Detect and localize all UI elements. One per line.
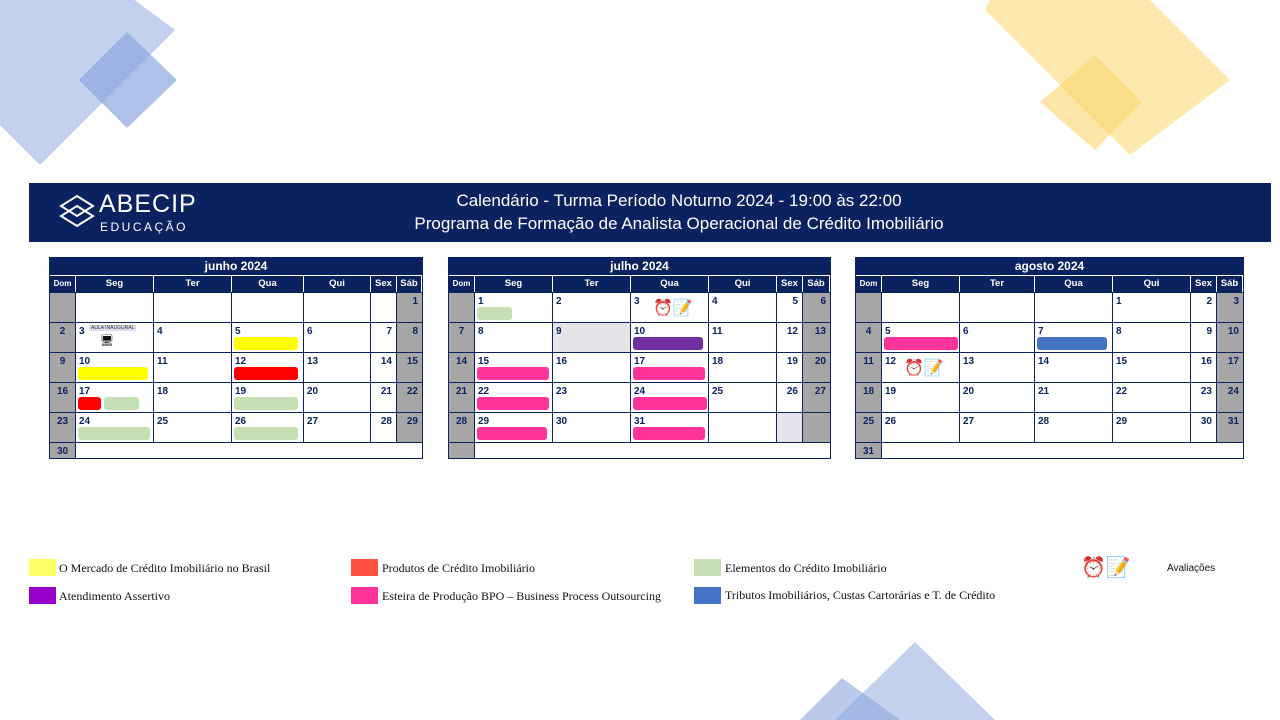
weekday-header bbox=[856, 275, 1243, 292]
day-cell bbox=[1035, 293, 1113, 322]
day-cell bbox=[1191, 413, 1217, 442]
week-row bbox=[50, 292, 422, 322]
day-cell bbox=[397, 293, 422, 322]
alarm-clock-icon: ⏰📝 bbox=[653, 298, 693, 317]
legend-label: Tributos Imobiliários, Custas Cartorárias e T. de Crédito bbox=[725, 588, 996, 602]
day-cell bbox=[856, 293, 882, 322]
event-bar bbox=[477, 367, 549, 380]
weekday-label: Dom bbox=[50, 276, 76, 292]
weekday-label: Sáb bbox=[1217, 276, 1243, 292]
day-cell bbox=[449, 383, 475, 412]
legend-swatch-red bbox=[351, 559, 378, 576]
day-number: 17 bbox=[634, 356, 646, 367]
day-number: 25 bbox=[712, 386, 724, 397]
day-number: 19 bbox=[786, 356, 798, 367]
day-number: 28 bbox=[455, 416, 468, 427]
day-number: 20 bbox=[963, 386, 975, 397]
day-cell bbox=[397, 323, 422, 352]
week-row bbox=[50, 412, 422, 442]
day-cell bbox=[631, 353, 709, 382]
day-number: 14 bbox=[1038, 356, 1050, 367]
day-cell bbox=[553, 383, 631, 412]
month-title: junho 2024 bbox=[50, 258, 422, 275]
day-cell bbox=[960, 353, 1035, 382]
alarm-clock-icon: ⏰📝 bbox=[1081, 555, 1131, 579]
day-cell bbox=[50, 353, 76, 382]
day-number: 3 bbox=[79, 326, 85, 337]
day-number: 24 bbox=[1227, 386, 1239, 397]
day-cell bbox=[882, 383, 960, 412]
day-number: 30 bbox=[1200, 416, 1212, 427]
day-number: 9 bbox=[556, 326, 562, 337]
day-cell bbox=[232, 293, 304, 322]
week-row bbox=[856, 322, 1243, 352]
day-number: 25 bbox=[862, 416, 875, 427]
event-bar bbox=[104, 397, 139, 410]
logo-subtext: EDUCAÇÃO bbox=[100, 220, 189, 234]
weekday-label: Qua bbox=[232, 276, 304, 292]
week-row bbox=[449, 292, 830, 322]
day-cell bbox=[1217, 383, 1243, 412]
day-cell bbox=[304, 293, 371, 322]
day-number: 3 bbox=[1233, 296, 1239, 307]
day-number: 28 bbox=[380, 416, 392, 427]
day-number: 26 bbox=[786, 386, 798, 397]
day-number: 10 bbox=[79, 356, 91, 367]
day-number: 19 bbox=[235, 386, 247, 397]
weekday-label: Seg bbox=[882, 276, 960, 292]
day-number: 31 bbox=[862, 446, 875, 457]
day-cell bbox=[803, 413, 830, 442]
week-row bbox=[449, 412, 830, 442]
day-cell bbox=[1217, 323, 1243, 352]
week-row bbox=[449, 322, 830, 352]
day-cell bbox=[449, 293, 475, 322]
day-cell bbox=[475, 383, 553, 412]
event-bar bbox=[633, 367, 705, 380]
day-cell bbox=[553, 353, 631, 382]
day-cell bbox=[50, 293, 76, 322]
legend-label: Produtos de Crédito Imobiliário bbox=[382, 561, 535, 575]
day-cell bbox=[1035, 413, 1113, 442]
day-number: 18 bbox=[862, 386, 875, 397]
alarm-clock-icon: ⏰📝 bbox=[904, 358, 944, 377]
day-number: 8 bbox=[412, 326, 418, 337]
day-cell bbox=[76, 323, 154, 352]
day-number: 20 bbox=[307, 386, 319, 397]
day-cell bbox=[960, 413, 1035, 442]
day-number: 18 bbox=[157, 386, 169, 397]
weekday-header bbox=[449, 275, 830, 292]
day-cell bbox=[154, 293, 232, 322]
day-cell bbox=[1217, 353, 1243, 382]
day-number: 5 bbox=[885, 326, 891, 337]
day-cell bbox=[1191, 353, 1217, 382]
event-bar bbox=[633, 337, 703, 350]
day-cell bbox=[777, 413, 803, 442]
day-number: 6 bbox=[820, 296, 826, 307]
day-number: 24 bbox=[634, 386, 646, 397]
day-number: 17 bbox=[79, 386, 91, 397]
weekday-header bbox=[50, 275, 422, 292]
day-number: 2 bbox=[556, 296, 562, 307]
day-number: 18 bbox=[712, 356, 724, 367]
calendar-july bbox=[448, 257, 831, 459]
day-number: 25 bbox=[157, 416, 169, 427]
week-row bbox=[449, 442, 830, 458]
day-number: 6 bbox=[307, 326, 313, 337]
day-cell bbox=[76, 383, 154, 412]
event-bar bbox=[1037, 337, 1107, 350]
weekday-label: Qui bbox=[304, 276, 371, 292]
day-cell bbox=[882, 353, 960, 382]
day-number: 12 bbox=[235, 356, 247, 367]
day-number: 11 bbox=[712, 326, 723, 337]
day-cell bbox=[76, 293, 154, 322]
day-number: 8 bbox=[1116, 326, 1122, 337]
day-number: 4 bbox=[157, 326, 163, 337]
day-cell bbox=[803, 323, 830, 352]
day-number: 22 bbox=[478, 386, 490, 397]
weekday-label: Sex bbox=[1191, 276, 1217, 292]
weekday-label: Sáb bbox=[397, 276, 422, 292]
day-cell bbox=[709, 383, 777, 412]
day-cell bbox=[631, 413, 709, 442]
day-number: 29 bbox=[478, 416, 490, 427]
week-row bbox=[856, 382, 1243, 412]
day-number: 1 bbox=[478, 296, 484, 307]
day-cell bbox=[1191, 383, 1217, 412]
day-cell bbox=[371, 323, 397, 352]
day-cell bbox=[304, 323, 371, 352]
day-number: 14 bbox=[455, 356, 468, 367]
day-number: 19 bbox=[885, 386, 897, 397]
day-number: 31 bbox=[634, 416, 646, 427]
day-cell bbox=[777, 353, 803, 382]
day-cell bbox=[709, 413, 777, 442]
week-row bbox=[856, 352, 1243, 382]
day-number: 26 bbox=[885, 416, 897, 427]
day-number: 10 bbox=[634, 326, 646, 337]
day-cell bbox=[397, 413, 422, 442]
day-number: 7 bbox=[1038, 326, 1044, 337]
day-cell bbox=[709, 323, 777, 352]
day-number: 9 bbox=[59, 356, 66, 367]
week-row bbox=[50, 322, 422, 352]
event-bar bbox=[234, 397, 298, 410]
day-cell bbox=[1113, 323, 1191, 352]
day-cell bbox=[449, 353, 475, 382]
day-cell bbox=[449, 323, 475, 352]
week-row bbox=[856, 442, 1243, 458]
day-cell bbox=[154, 413, 232, 442]
day-number: 11 bbox=[157, 356, 168, 367]
day-number: 23 bbox=[556, 386, 568, 397]
day-number: 1 bbox=[412, 296, 418, 307]
legend-swatch-yellow bbox=[29, 559, 56, 576]
weekday-label: Qui bbox=[709, 276, 777, 292]
day-cell bbox=[553, 323, 631, 352]
day-cell bbox=[856, 383, 882, 412]
day-number: 2 bbox=[59, 326, 66, 337]
day-number: 13 bbox=[814, 326, 826, 337]
day-cell bbox=[50, 443, 76, 458]
weekday-label: Dom bbox=[449, 276, 475, 292]
day-cell bbox=[856, 353, 882, 382]
legend-label: Atendimento Assertivo bbox=[59, 589, 170, 603]
day-number: 16 bbox=[556, 356, 568, 367]
day-cell bbox=[1035, 353, 1113, 382]
day-cell bbox=[856, 443, 882, 458]
day-cell bbox=[777, 323, 803, 352]
day-cell bbox=[475, 353, 553, 382]
legend-swatch-pink bbox=[351, 587, 378, 604]
day-cell bbox=[803, 353, 830, 382]
weekday-label: Sex bbox=[371, 276, 397, 292]
day-cell bbox=[232, 413, 304, 442]
day-cell bbox=[960, 383, 1035, 412]
week-row bbox=[449, 352, 830, 382]
day-number: 15 bbox=[406, 356, 418, 367]
day-cell bbox=[553, 293, 631, 322]
legend-label: O Mercado de Crédito Imobiliário no Brasil bbox=[59, 561, 271, 575]
event-bar bbox=[78, 367, 148, 380]
weekday-label: Qui bbox=[1113, 276, 1191, 292]
event-bar bbox=[477, 397, 549, 410]
day-cell bbox=[1113, 353, 1191, 382]
day-number: 26 bbox=[235, 416, 247, 427]
week-row bbox=[449, 382, 830, 412]
day-number: 7 bbox=[458, 326, 465, 337]
week-row bbox=[50, 352, 422, 382]
day-number: 15 bbox=[478, 356, 490, 367]
empty-cell bbox=[882, 443, 1243, 458]
day-number: 21 bbox=[1038, 386, 1050, 397]
day-cell bbox=[304, 383, 371, 412]
weekday-label: Seg bbox=[475, 276, 553, 292]
day-number: 31 bbox=[1227, 416, 1239, 427]
week-row bbox=[50, 382, 422, 412]
day-number: 20 bbox=[814, 356, 826, 367]
legend-label: Esteira de Produção BPO – Business Process Outsourcing bbox=[382, 589, 661, 603]
day-cell bbox=[856, 323, 882, 352]
day-number: 2 bbox=[1206, 296, 1212, 307]
week-row bbox=[856, 412, 1243, 442]
event-bar bbox=[78, 397, 101, 410]
day-number: 16 bbox=[56, 386, 69, 397]
day-cell bbox=[232, 323, 304, 352]
day-cell bbox=[304, 413, 371, 442]
header-banner bbox=[29, 183, 1271, 242]
day-number: 23 bbox=[1200, 386, 1212, 397]
legend-swatch-green bbox=[694, 559, 721, 576]
day-cell bbox=[777, 293, 803, 322]
day-cell bbox=[50, 323, 76, 352]
day-cell bbox=[960, 323, 1035, 352]
day-number: 17 bbox=[1227, 356, 1239, 367]
empty-cell bbox=[475, 443, 830, 458]
event-bar bbox=[234, 427, 298, 440]
day-cell bbox=[1035, 323, 1113, 352]
legend-swatch-blue bbox=[694, 587, 721, 604]
day-number: 13 bbox=[963, 356, 975, 367]
day-cell bbox=[154, 353, 232, 382]
day-cell bbox=[50, 413, 76, 442]
day-cell bbox=[475, 413, 553, 442]
day-number: 28 bbox=[1038, 416, 1050, 427]
day-number: 29 bbox=[406, 416, 418, 427]
day-number: 1 bbox=[1116, 296, 1122, 307]
day-cell bbox=[475, 293, 553, 322]
day-cell bbox=[856, 413, 882, 442]
page-title: Calendário - Turma Período Noturno 2024 - 19:00 às 22:00 bbox=[456, 191, 902, 210]
event-bar bbox=[78, 427, 150, 440]
day-cell bbox=[1191, 293, 1217, 322]
presentation-icon: 🖥 bbox=[100, 335, 114, 347]
day-number: 6 bbox=[963, 326, 969, 337]
day-number: 13 bbox=[307, 356, 319, 367]
event-bar bbox=[633, 397, 707, 410]
day-cell bbox=[397, 383, 422, 412]
day-cell bbox=[76, 413, 154, 442]
event-bar bbox=[633, 427, 705, 440]
month-title: julho 2024 bbox=[449, 258, 830, 275]
day-cell bbox=[882, 413, 960, 442]
day-number: 4 bbox=[865, 326, 872, 337]
day-cell bbox=[1113, 293, 1191, 322]
weekday-label: Ter bbox=[154, 276, 232, 292]
day-cell bbox=[1113, 413, 1191, 442]
day-cell bbox=[882, 323, 960, 352]
page-subtitle: Programa de Formação de Analista Operacional de Crédito Imobiliário bbox=[414, 214, 944, 233]
week-row bbox=[856, 292, 1243, 322]
day-cell bbox=[371, 413, 397, 442]
empty-cell bbox=[76, 443, 422, 458]
day-number: 11 bbox=[863, 356, 874, 367]
day-number: 3 bbox=[634, 296, 640, 307]
day-cell bbox=[960, 293, 1035, 322]
day-cell bbox=[777, 383, 803, 412]
event-bar bbox=[477, 307, 512, 320]
legend-label: Elementos do Crédito Imobiliário bbox=[725, 561, 887, 575]
day-cell bbox=[1113, 383, 1191, 412]
day-cell bbox=[882, 293, 960, 322]
day-cell bbox=[154, 323, 232, 352]
day-number: 21 bbox=[455, 386, 468, 397]
day-cell bbox=[371, 353, 397, 382]
calendar-june bbox=[49, 257, 423, 459]
day-cell bbox=[709, 293, 777, 322]
day-number: 24 bbox=[79, 416, 91, 427]
day-cell bbox=[631, 293, 709, 322]
legend-label: Avaliações bbox=[1167, 563, 1216, 574]
day-number: 29 bbox=[1116, 416, 1128, 427]
day-number: 22 bbox=[1116, 386, 1128, 397]
day-number: 15 bbox=[1116, 356, 1128, 367]
day-number: 27 bbox=[307, 416, 319, 427]
event-bar bbox=[234, 367, 298, 380]
event-bar bbox=[884, 337, 958, 350]
day-number: 12 bbox=[885, 356, 897, 367]
day-number: 10 bbox=[1227, 326, 1239, 337]
day-cell bbox=[371, 293, 397, 322]
day-cell bbox=[50, 383, 76, 412]
day-cell bbox=[631, 323, 709, 352]
day-cell bbox=[76, 353, 154, 382]
day-cell bbox=[449, 443, 475, 458]
day-cell bbox=[1217, 413, 1243, 442]
day-number: 14 bbox=[380, 356, 392, 367]
day-number: 9 bbox=[1206, 326, 1212, 337]
weekday-label: Sáb bbox=[803, 276, 830, 292]
day-number: 12 bbox=[786, 326, 798, 337]
day-cell bbox=[304, 353, 371, 382]
day-cell bbox=[449, 413, 475, 442]
weekday-label: Dom bbox=[856, 276, 882, 292]
day-number: 4 bbox=[712, 296, 718, 307]
day-number: 8 bbox=[478, 326, 484, 337]
month-title: agosto 2024 bbox=[856, 258, 1243, 275]
logo-text: ABECIP bbox=[99, 190, 197, 218]
inaugural-badge: AULA INAUGURAL bbox=[91, 325, 135, 331]
day-cell bbox=[1191, 323, 1217, 352]
day-cell bbox=[232, 383, 304, 412]
day-number: 7 bbox=[386, 326, 392, 337]
day-number: 30 bbox=[556, 416, 568, 427]
weekday-label: Ter bbox=[960, 276, 1035, 292]
day-cell bbox=[397, 353, 422, 382]
day-number: 27 bbox=[963, 416, 975, 427]
day-number: 16 bbox=[1200, 356, 1212, 367]
calendar-august bbox=[855, 257, 1244, 459]
week-row bbox=[50, 442, 422, 458]
weekday-label: Qua bbox=[631, 276, 709, 292]
weekday-label: Sex bbox=[777, 276, 803, 292]
day-number: 22 bbox=[406, 386, 418, 397]
day-number: 5 bbox=[792, 296, 798, 307]
weekday-label: Qua bbox=[1035, 276, 1113, 292]
weekday-label: Ter bbox=[553, 276, 631, 292]
legend-swatch-purple bbox=[29, 587, 56, 604]
day-cell bbox=[475, 323, 553, 352]
day-cell bbox=[371, 383, 397, 412]
day-cell bbox=[154, 383, 232, 412]
day-cell bbox=[709, 353, 777, 382]
day-cell bbox=[1217, 293, 1243, 322]
day-cell bbox=[232, 353, 304, 382]
event-bar bbox=[234, 337, 298, 350]
day-number: 21 bbox=[380, 386, 392, 397]
day-cell bbox=[553, 413, 631, 442]
day-number: 27 bbox=[814, 386, 826, 397]
day-number: 5 bbox=[235, 326, 241, 337]
day-cell bbox=[1035, 383, 1113, 412]
day-cell bbox=[803, 293, 830, 322]
event-bar bbox=[477, 427, 547, 440]
weekday-label: Seg bbox=[76, 276, 154, 292]
day-cell bbox=[803, 383, 830, 412]
day-number: 23 bbox=[56, 416, 69, 427]
day-cell bbox=[631, 383, 709, 412]
day-number: 30 bbox=[56, 446, 69, 457]
